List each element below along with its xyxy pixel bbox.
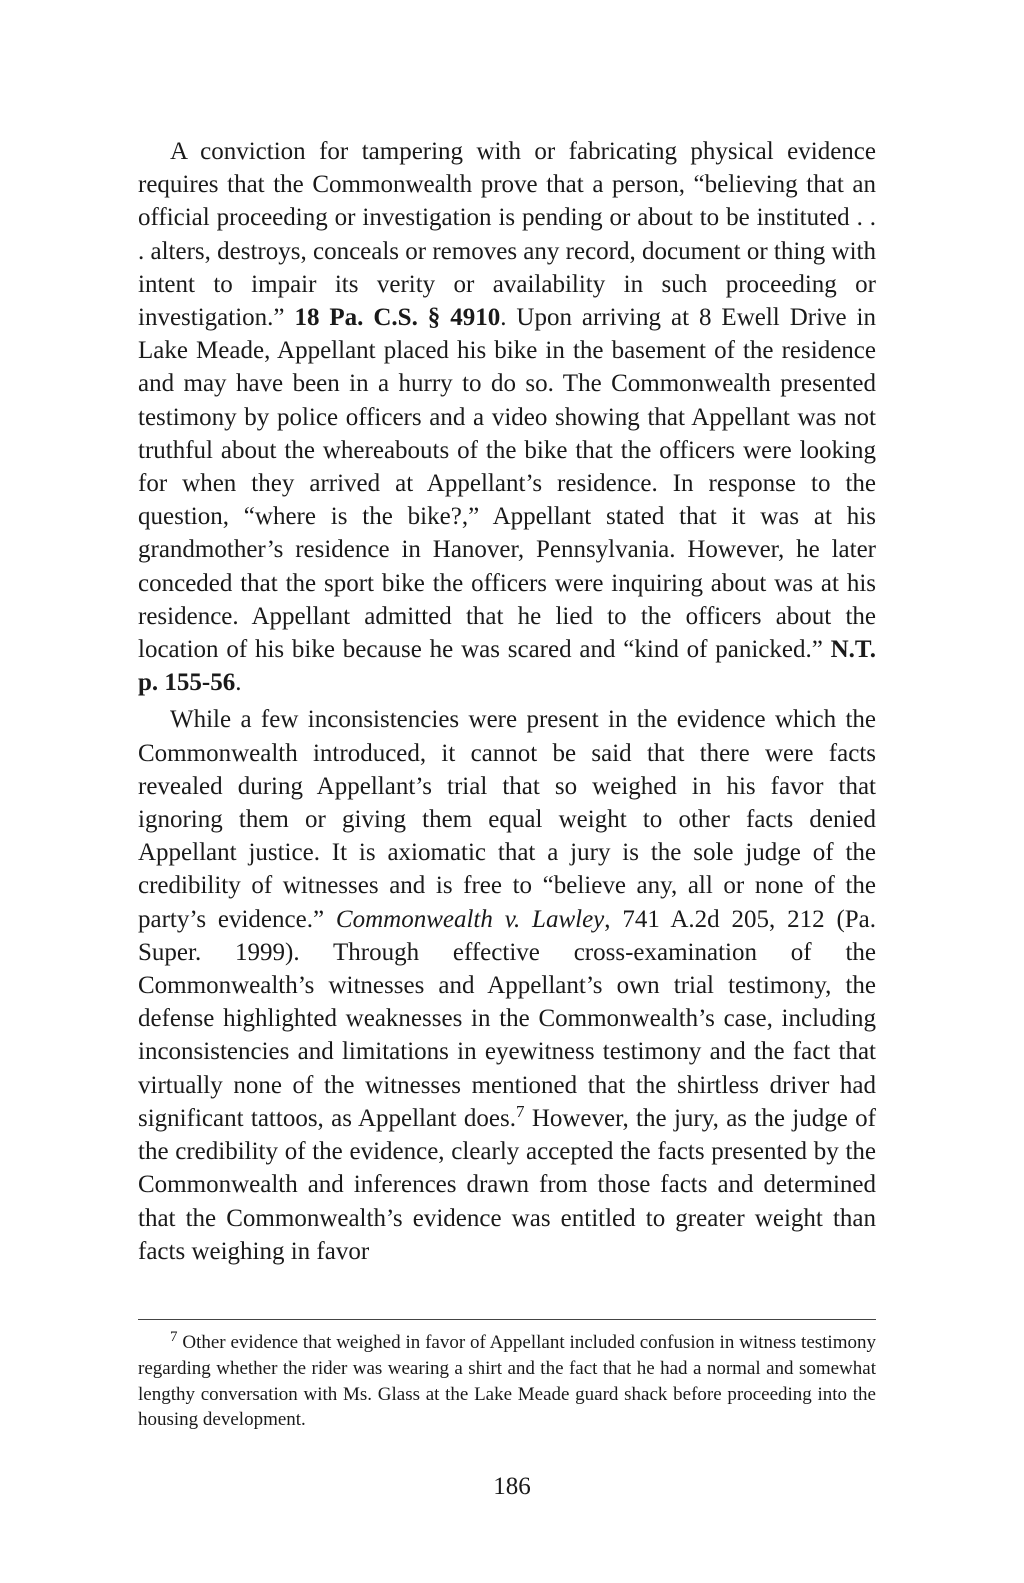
transcript-citation: N.T. p. 155-56 [138,636,876,697]
paragraph-1-text-a: A conviction for tampering with or fabricating physical evidence requires that the Commonwealth prove that a person, “believing that an official proceeding or investigation is pending or about to be instituted . . . alters, destroys, conceals or removes any record, document or thing with intent to impair its verity or availability in such proceeding or investigation.” [138,138,876,332]
page-number: 186 [493,1473,531,1500]
page-body [138,135,876,1268]
statute-citation: 18 Pa. C.S. § 4910 [294,304,501,332]
paragraph-2 [138,703,876,1267]
footnote-divider [138,1319,876,1320]
paragraph-1-text-b: . Upon arriving at 8 Ewell Drive in Lake Meade, Appellant placed his bike in the basement of the residence and may have been in a hurry to do so. The Commonwealth presented testimony by police officers and a video showing that Appellant was not truthful about the whereabouts of the bike that the officers were looking for when they arrived at Appellant’s residence. In response to the question, “where is the bike?,” Appellant stated that it was at his grandmother’s residence in Hanover, Pennsylvania. However, he later conceded that the sport bike the officers were inquiring about was at his residence. Appellant admitted that he lied to the officers about the location of his bike because he was scared and “kind of panicked.” [138,304,877,664]
paragraph-1-text-c: . [235,669,242,697]
paragraph-1 [138,135,876,699]
paragraph-2-text-a: While a few inconsistencies were present in the evidence which the Commonwealth introduced, it cannot be said that there were facts revealed during Appellant’s trial that so weighed in his favor that ignoring them or giving them equal weight to other facts denied Appellant justice. It is axiomatic that a jury is the sole judge of the credibility of witnesses and is free to “believe any, all or none of the party’s evidence.” [138,706,876,933]
paragraph-2-text-c: However, the jury, as the judge of the credibility of the evidence, clearly accepted the facts presented by the Commonwealth and inferences drawn from those facts and determined that the Commonwealth’s evidence was entitled to greater weight than facts weighing in favor [138,1104,876,1265]
footnote [138,1330,876,1433]
footnote-text: Other evidence that weighed in favor of Appellant included confusion in witness testimony regarding whether the rider was wearing a shirt and the fact that he had a normal and somewhat lengthy conversation with Ms. Glass at the Lake Meade guard shack before proceeding into the housing development. [138,1332,876,1431]
paragraph-2-text-b: , 741 A.2d 205, 212 (Pa. Super. 1999). Through effective cross-examination of the Commonwealth’s witnesses and Appellant’s own trial testimony, the defense highlighted weaknesses in the Commonwealth’s case, including inconsistencies and limitations in eyewitness testimony and the fact that virtually none of the witnesses mentioned that the shirtless driver had significant tattoos, as Appellant does. [138,905,877,1132]
case-citation: Commonwealth v. Lawley [335,905,605,933]
footnote-reference[interactable]: 7 [515,1101,525,1121]
footnote-number: 7 [170,1329,178,1345]
